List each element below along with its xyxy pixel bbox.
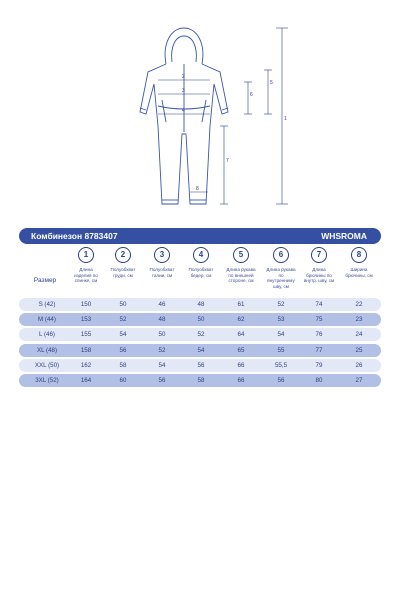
value-cell: 66 [237, 376, 245, 384]
column-number-badge: 7 [311, 247, 327, 263]
column-number-badge: 4 [193, 247, 209, 263]
value-cell: 158 [80, 346, 92, 354]
column-description-line: брючины, см [345, 272, 373, 278]
value-cell: 80 [315, 376, 323, 384]
value-cell: 46 [158, 301, 166, 308]
value-cell: 55,5 [274, 361, 288, 369]
column-description-line: брючины по [306, 272, 332, 278]
column-header-7 [297, 247, 341, 284]
value-cell: 54 [197, 346, 205, 354]
table-row [19, 313, 381, 326]
value-cell: 22 [355, 301, 363, 308]
table-row [19, 359, 381, 372]
column-number-badge: 8 [351, 247, 367, 263]
column-description-line: по внешней [228, 272, 254, 278]
dim-7: 7 [226, 158, 229, 164]
column-description-line: Полуобхват [188, 267, 214, 272]
column-description [297, 267, 341, 284]
size-cell: 3XL (52) [35, 376, 59, 384]
dim-2: 2 [182, 74, 185, 80]
column-description-line: изделия по [74, 272, 98, 278]
column-description-line: Длина [79, 267, 93, 272]
value-cell: 52 [119, 316, 127, 324]
value-cell: 77 [315, 346, 323, 354]
column-description-line: груди, см [113, 272, 133, 278]
column-description [140, 267, 184, 278]
value-cell: 56 [277, 376, 285, 384]
table-row [19, 328, 381, 341]
value-cell: 162 [80, 361, 92, 369]
value-cell: 66 [237, 361, 245, 369]
column-description-line: бедер, см [190, 272, 212, 278]
value-cell: 52 [277, 301, 285, 308]
column-description [101, 267, 145, 278]
value-cell: 55 [277, 346, 285, 354]
value-cell: 50 [197, 316, 205, 324]
dim-4: 4 [182, 108, 185, 114]
column-description-line: стороне, см [228, 278, 254, 284]
value-cell: 153 [80, 316, 92, 324]
column-description-line: Длина рукава [266, 267, 296, 272]
value-cell: 25 [355, 346, 363, 354]
value-cell: 52 [197, 331, 205, 339]
column-number-badge: 5 [233, 247, 249, 263]
column-header-3 [140, 247, 184, 278]
size-header: Размер [33, 277, 57, 284]
column-description-line: Длина рукава [226, 267, 256, 272]
value-cell: 56 [158, 376, 166, 384]
column-description-line: шву, см [273, 283, 289, 289]
column-description-line: спинке, см [74, 278, 98, 284]
column-description [337, 267, 381, 278]
size-cell: XXL (50) [34, 361, 60, 369]
value-cell: 79 [315, 361, 323, 369]
dim-8: 8 [196, 186, 199, 192]
value-cell: 54 [119, 331, 127, 339]
value-cell: 155 [80, 331, 92, 339]
value-cell: 65 [237, 346, 245, 354]
column-number-badge: 3 [154, 247, 170, 263]
size-cell: S (42) [38, 301, 56, 308]
size-cell: XL (48) [36, 346, 58, 354]
value-cell: 27 [355, 376, 363, 384]
size-table-body [19, 298, 381, 389]
value-cell: 61 [237, 301, 245, 308]
value-cell: 60 [119, 376, 127, 384]
value-cell: 64 [237, 331, 245, 339]
table-title-bar [19, 228, 381, 244]
value-cell: 74 [315, 301, 323, 308]
value-cell: 50 [158, 331, 166, 339]
product-title: Комбинезон 8783407 [31, 231, 118, 241]
value-cell: 62 [237, 316, 245, 324]
value-cell: 48 [158, 316, 166, 324]
value-cell: 52 [158, 346, 166, 354]
column-header-8 [337, 247, 381, 278]
table-row [19, 298, 381, 311]
value-cell: 23 [355, 316, 363, 324]
table-header [19, 247, 381, 295]
dim-1: 1 [284, 116, 287, 122]
column-number-badge: 2 [115, 247, 131, 263]
column-description-line: Ширина [350, 267, 368, 272]
column-description-line: Полуобхват [110, 267, 136, 272]
value-cell: 164 [80, 376, 92, 384]
column-description-line: Длина [312, 267, 326, 272]
column-description-line: талии, см [151, 272, 173, 278]
table-row [19, 374, 381, 387]
value-cell: 58 [119, 361, 127, 369]
brand-name: WHSROMA [321, 231, 367, 241]
column-description-line: по [278, 272, 284, 278]
column-description [179, 267, 223, 278]
table-row [19, 344, 381, 357]
dim-6: 6 [250, 92, 253, 98]
value-cell: 76 [315, 331, 323, 339]
jumpsuit-diagram [122, 22, 332, 208]
column-description-line: Полуобхват [149, 267, 175, 272]
column-header-4 [179, 247, 223, 278]
dim-3: 3 [182, 88, 185, 94]
column-header-5 [219, 247, 263, 284]
value-cell: 56 [197, 361, 205, 369]
value-cell: 56 [119, 346, 127, 354]
column-description-line: внутр. шву, см [303, 278, 335, 284]
value-cell: 53 [277, 316, 285, 324]
value-cell: 150 [80, 301, 92, 308]
value-cell: 26 [355, 361, 363, 369]
value-cell: 50 [119, 301, 127, 308]
column-header-2 [101, 247, 145, 278]
column-number-badge: 1 [78, 247, 94, 263]
size-cell: L (46) [39, 331, 55, 339]
size-cell: M (44) [38, 316, 56, 324]
value-cell: 48 [197, 301, 205, 308]
value-cell: 75 [315, 316, 323, 324]
column-description-line: внутреннему [267, 278, 295, 284]
value-cell: 58 [197, 376, 205, 384]
column-description [219, 267, 263, 284]
value-cell: 54 [158, 361, 166, 369]
value-cell: 54 [277, 331, 285, 339]
dim-5: 5 [270, 80, 273, 86]
column-number-badge: 6 [273, 247, 289, 263]
value-cell: 24 [355, 331, 363, 339]
